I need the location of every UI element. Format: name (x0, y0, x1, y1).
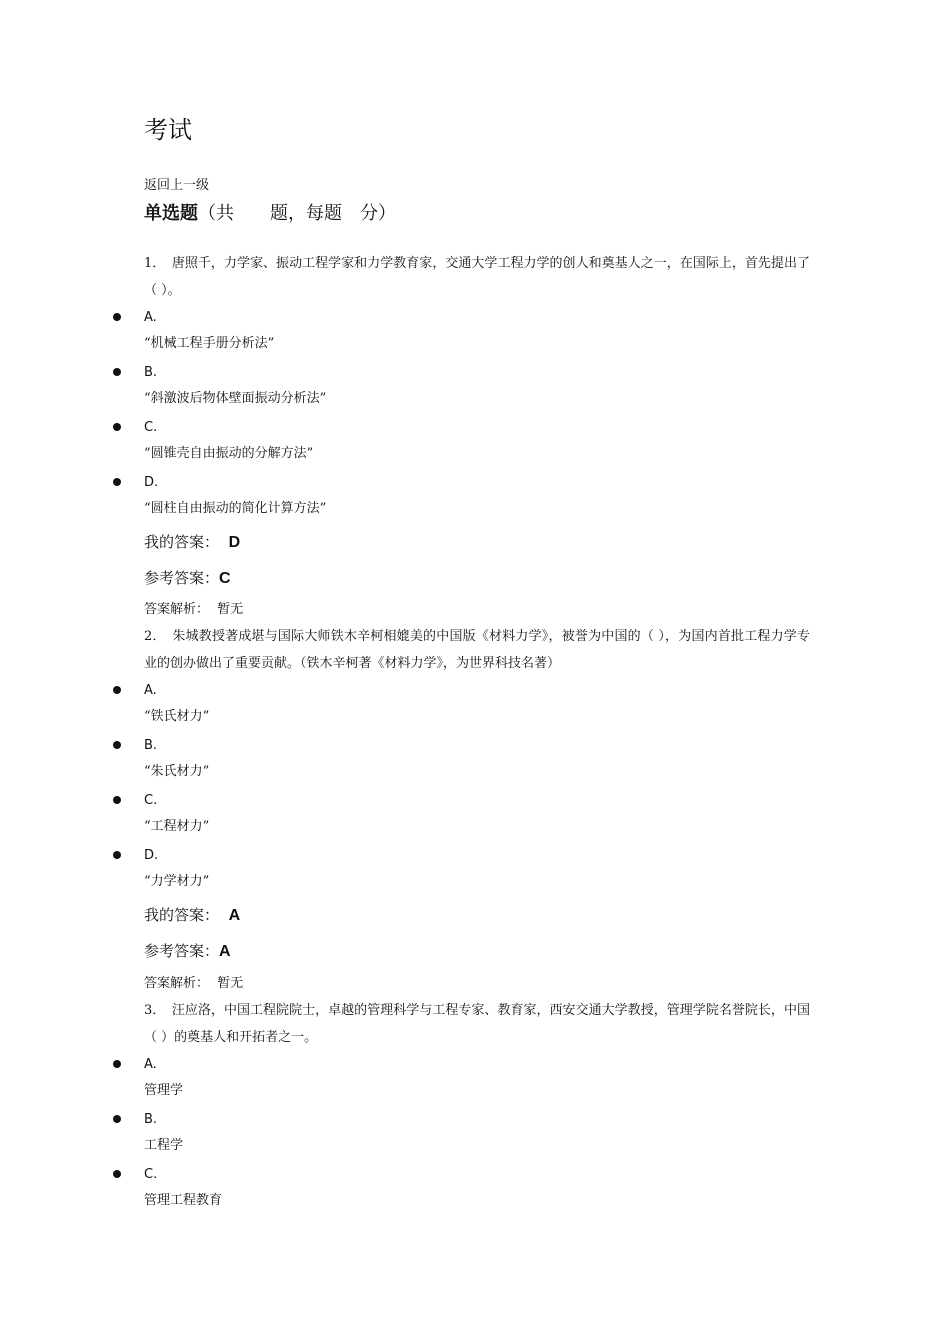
option-bullet (113, 796, 121, 804)
my-answer-label: 我的答案： (144, 906, 220, 924)
question-number: 1． (144, 256, 159, 271)
my-answer-row (144, 532, 240, 553)
option-bullet (113, 478, 121, 486)
question-number: 2． (144, 629, 160, 644)
analysis-value: 暂无 (217, 602, 244, 617)
option-a-text: 管理学 (144, 1083, 184, 1098)
option-b-text: 工程学 (144, 1138, 184, 1153)
question-stem: 唐照千，力学家、振动工程学家和力学教育家，交通大学工程力学的创人和奠基人之一，在国际上，首先提出了（ ）。 (144, 256, 810, 298)
option-bullet (113, 1115, 121, 1123)
option-c-text: “工程材力” (144, 819, 210, 834)
analysis-label: 答案解析： (144, 976, 210, 991)
my-answer-row (144, 905, 240, 926)
option-d-text: “力学材力” (144, 874, 210, 889)
option-c-letter[interactable]: C. (144, 1167, 158, 1182)
my-answer-value: D (228, 534, 241, 551)
my-answer-value: A (228, 907, 241, 924)
option-b-letter[interactable]: B. (144, 365, 158, 380)
option-b-text: “朱氏材力” (144, 764, 210, 779)
option-c-letter[interactable]: C. (144, 420, 158, 435)
reference-answer-value: A (219, 943, 231, 960)
page-title: 考试 (144, 116, 192, 144)
question-3-text (144, 997, 810, 1051)
section-heading (144, 201, 396, 227)
option-bullet (113, 423, 121, 431)
option-bullet (113, 1170, 121, 1178)
back-link[interactable]: 返回上一级 (144, 178, 210, 193)
reference-answer-value: C (219, 570, 231, 587)
section-label: 单选题 (144, 203, 198, 224)
question-1-text (144, 250, 810, 304)
option-bullet (113, 368, 121, 376)
analysis-label: 答案解析： (144, 602, 210, 617)
option-bullet (113, 313, 121, 321)
section-info: （共 题，每题 分） (198, 203, 396, 224)
option-d-text: “圆柱自由振动的简化计算方法” (144, 501, 327, 516)
option-a-text: “铁氏材力” (144, 709, 210, 724)
reference-answer-row (144, 941, 231, 962)
option-c-text: 管理工程教育 (144, 1193, 223, 1208)
option-a-letter[interactable]: A. (144, 310, 157, 325)
analysis-value: 暂无 (217, 976, 244, 991)
option-c-text: “圆锥壳自由振动的分解方法” (144, 446, 314, 461)
option-d-letter[interactable]: D. (144, 475, 159, 490)
reference-answer-label: 参考答案： (144, 569, 220, 587)
option-bullet (113, 686, 121, 694)
option-bullet (113, 1060, 121, 1068)
option-b-letter[interactable]: B. (144, 738, 158, 753)
option-c-letter[interactable]: C. (144, 793, 158, 808)
analysis-row (144, 602, 243, 618)
option-b-letter[interactable]: B. (144, 1112, 158, 1127)
option-a-text: “机械工程手册分析法” (144, 336, 275, 351)
option-bullet (113, 741, 121, 749)
question-2-text (144, 623, 810, 677)
option-bullet (113, 851, 121, 859)
reference-answer-label: 参考答案： (144, 942, 220, 960)
question-number: 3． (144, 1003, 159, 1018)
reference-answer-row (144, 568, 231, 589)
question-stem: 朱城教授著成堪与国际大师铁木辛柯相媲美的中国版《材料力学》，被誉为中国的（ ），为国内首批工程力学专业的创办做出了重要贡献。（铁木辛柯著《材料力学》，为世界科技名著） (144, 629, 810, 671)
option-a-letter[interactable]: A. (144, 1057, 157, 1072)
my-answer-label: 我的答案： (144, 533, 220, 551)
option-a-letter[interactable]: A. (144, 683, 157, 698)
analysis-row (144, 976, 243, 992)
option-d-letter[interactable]: D. (144, 848, 159, 863)
option-b-text: “斜激波后物体壁面振动分析法” (144, 391, 327, 406)
question-stem: 汪应洛，中国工程院院士，卓越的管理科学与工程专家、教育家，西安交通大学教授，管理学院名誉院长，中国（ ）的奠基人和开拓者之一。 (144, 1003, 810, 1045)
